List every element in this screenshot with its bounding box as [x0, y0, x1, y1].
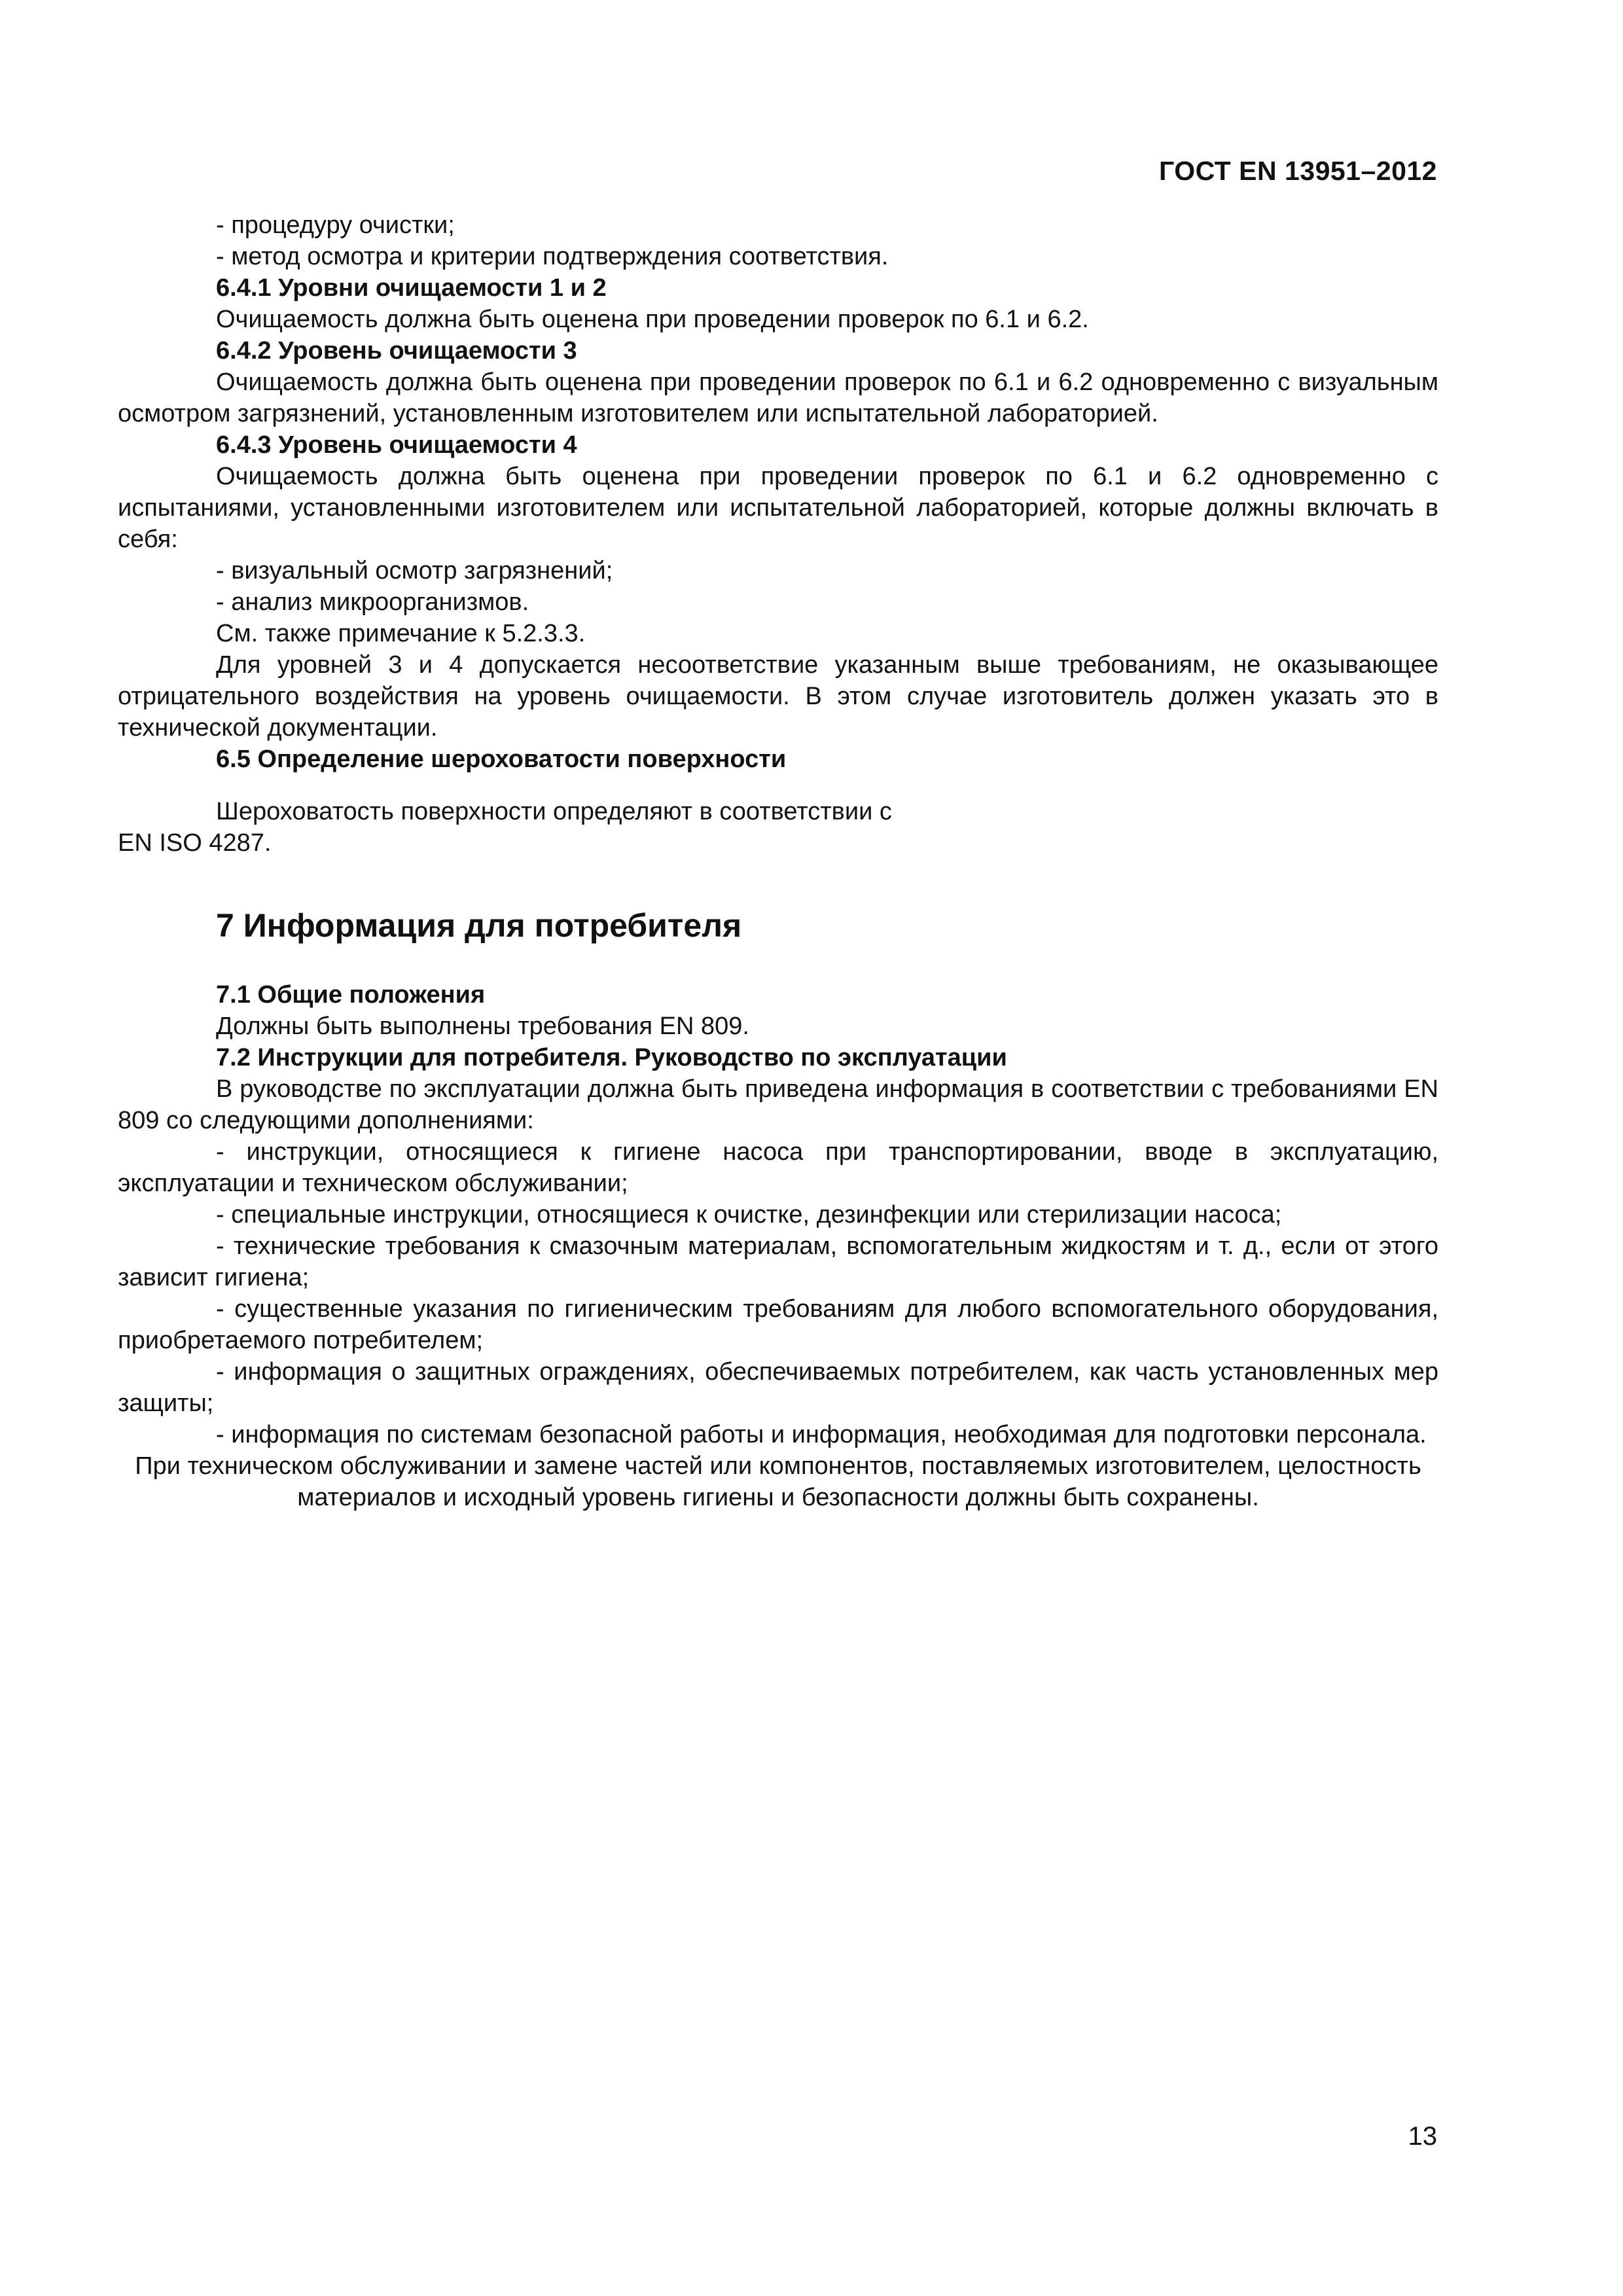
section-heading-6-4-1: 6.4.1 Уровни очищаемости 1 и 2	[216, 274, 607, 302]
page-number: 13	[1408, 2122, 1437, 2151]
section-text-7-1: Должны быть выполнены требования EN 809.	[216, 1013, 749, 1040]
list-item: - анализ микроорганизмов.	[216, 588, 529, 616]
list-item: - существенные указания по гигиеническим требованиям для любого вспомогательного оборудования, приобретаемого потребителем;	[118, 1295, 1438, 1354]
list-item: - процедуру очистки;	[216, 211, 455, 239]
section-heading-7: 7 Информация для потребителя	[216, 907, 742, 944]
levels-note: Для уровней 3 и 4 допускается несоответствие указанным выше требованиям, не оказывающее отрицательного воздействия на уровень очищаемости. В этом случае изготовитель должен указать это в технической документации.	[118, 651, 1438, 742]
list-item: - технические требования к смазочным материалам, вспомогательным жидкостям и т. д., если от этого зависит гигиена;	[118, 1232, 1438, 1291]
section-text-7-2: В руководстве по эксплуатации должна быть приведена информация в соответствии с требованиями EN 809 со следующими дополнениями:	[118, 1075, 1438, 1134]
section-text-6-5-line2: EN ISO 4287.	[118, 829, 272, 857]
list-item: - информация о защитных ограждениях, обеспечиваемых потребителем, как часть установленных мер защиты;	[118, 1358, 1438, 1417]
section-heading-7-2: 7.2 Инструкции для потребителя. Руководство по эксплуатации	[216, 1044, 1007, 1071]
section-text-6-4-1: Очищаемость должна быть оценена при проведении проверок по 6.1 и 6.2.	[216, 306, 1089, 333]
page-content	[118, 209, 1438, 1513]
section-heading-7-1: 7.1 Общие положения	[216, 981, 486, 1009]
list-item: - информация по системам безопасной работы и информация, необходимая для подготовки персонала.	[216, 1421, 1427, 1448]
section-heading-6-4-3: 6.4.3 Уровень очищаемости 4	[216, 431, 577, 459]
closing-paragraph: При техническом обслуживании и замене частей или компонентов, поставляемых изготовителем, целостность материалов и исходный уровень гигиены и безопасности должны быть сохранены.	[135, 1452, 1421, 1511]
see-also-note: См. также примечание к 5.2.3.3.	[216, 620, 586, 647]
section-heading-6-4-2: 6.4.2 Уровень очищаемости 3	[216, 337, 577, 365]
list-item: - специальные инструкции, относящиеся к очистке, дезинфекции или стерилизации насоса;	[216, 1201, 1282, 1229]
section-text-6-4-2: Очищаемость должна быть оценена при проведении проверок по 6.1 и 6.2 одновременно с визуальным осмотром загрязнений, установленным изготовителем или испытательной лабораторией.	[118, 368, 1438, 427]
document-code: ГОСТ EN 13951–2012	[1159, 156, 1437, 186]
list-item: - метод осмотра и критерии подтверждения соответствия.	[216, 243, 889, 270]
section-text-6-5-line1: Шероховатость поверхности определяют в соответствии с	[216, 798, 892, 825]
list-item: - инструкции, относящиеся к гигиене насоса при транспортировании, вводе в эксплуатацию, эксплуатации и техническом обслуживании;	[118, 1138, 1438, 1197]
section-text-6-4-3: Очищаемость должна быть оценена при проведении проверок по 6.1 и 6.2 одновременно с испытаниями, установленными изготовителем или испытательной лабораторией, которые должны включать в себя:	[118, 463, 1438, 553]
section-heading-6-5: 6.5 Определение шероховатости поверхности	[216, 745, 787, 773]
list-item: - визуальный осмотр загрязнений;	[216, 557, 613, 584]
